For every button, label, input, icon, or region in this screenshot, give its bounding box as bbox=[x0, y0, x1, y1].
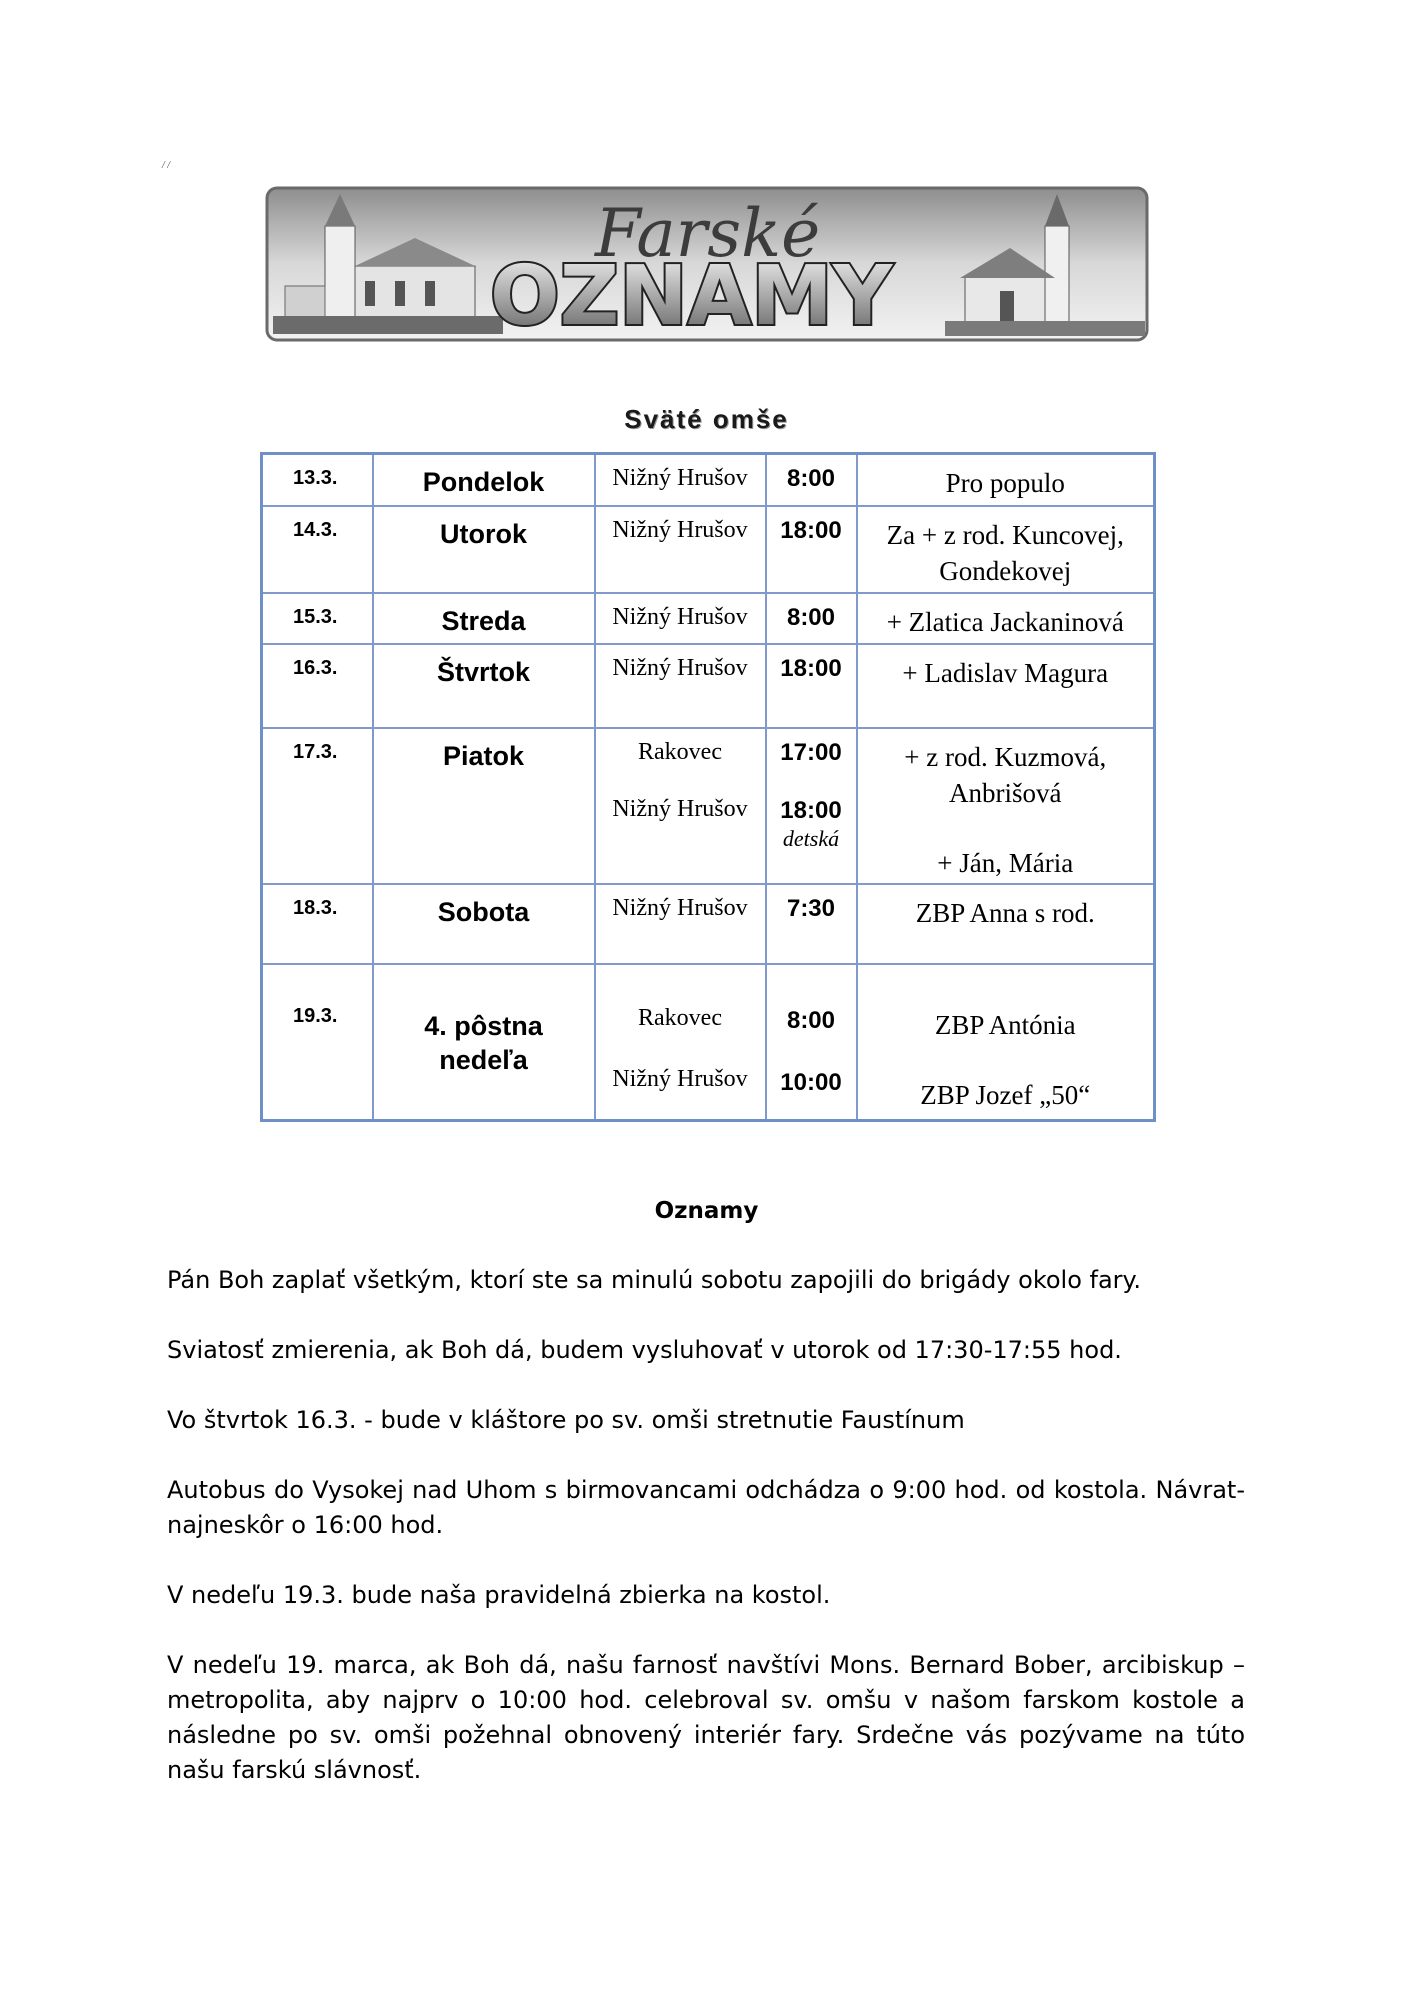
intention-line: ZBP Antónia bbox=[934, 1009, 1076, 1040]
time-cell: 18:00 bbox=[766, 644, 857, 728]
table-row bbox=[262, 593, 1155, 644]
time-line: 18:00 bbox=[780, 796, 842, 824]
time-cell: 8:00 bbox=[766, 454, 857, 506]
announcement-item: Pán Boh zaplať všetkým, ktorí ste sa minulú sobotu zapojili do brigády okolo fary. bbox=[167, 1266, 1141, 1294]
time-cell bbox=[766, 964, 857, 1121]
corner-mark: / / bbox=[162, 160, 171, 171]
date-cell: 16.3. bbox=[262, 644, 373, 728]
table-row bbox=[262, 728, 1155, 884]
intention-cell: Pro populo bbox=[857, 454, 1155, 506]
table-row bbox=[262, 454, 1155, 506]
intention-cell: ZBP Anna s rod. bbox=[857, 884, 1155, 964]
mass-schedule-table bbox=[260, 452, 1156, 1122]
place-cell: Nižný Hrušov bbox=[595, 884, 766, 964]
place-cell bbox=[595, 964, 766, 1121]
announcement-item: Sviatosť zmierenia, ak Boh dá, budem vysluhovať v utorok od 17:30-17:55 hod. bbox=[167, 1336, 1122, 1364]
time-cell: 7:30 bbox=[766, 884, 857, 964]
date-cell: 14.3. bbox=[262, 506, 373, 593]
place-line: Rakovec bbox=[638, 738, 722, 765]
day-cell: Utorok bbox=[373, 506, 595, 593]
time-note: detská bbox=[782, 825, 840, 851]
day-cell: Piatok bbox=[373, 728, 595, 884]
time-cell: 8:00 bbox=[766, 593, 857, 644]
intention-line: + Ján, Mária bbox=[937, 847, 1074, 878]
intention-line: + z rod. Kuzmová, Anbrišová bbox=[904, 741, 1107, 808]
announcement-item: Autobus do Vysokej nad Uhom s birmovancami odchádza o 9:00 hod. od kostola. Návrat- najneskôr o 16:00 hod. bbox=[167, 1476, 1245, 1539]
place-line: Rakovec bbox=[638, 1004, 722, 1031]
time-line: 10:00 bbox=[780, 1068, 842, 1096]
announcement-item: V nedeľu 19.3. bude naša pravidelná zbierka na kostol. bbox=[167, 1581, 831, 1609]
date-cell: 19.3. bbox=[262, 964, 373, 1121]
time-cell: 18:00 bbox=[766, 506, 857, 593]
farske-oznamy-banner bbox=[265, 186, 1149, 342]
day-cell: Sobota bbox=[373, 884, 595, 964]
place-cell: Nižný Hrušov bbox=[595, 593, 766, 644]
place-cell: Nižný Hrušov bbox=[595, 644, 766, 728]
table-row bbox=[262, 506, 1155, 593]
date-cell: 15.3. bbox=[262, 593, 373, 644]
time-cell bbox=[766, 728, 857, 884]
banner-script-text: Farské bbox=[595, 195, 821, 272]
banner-block-text: OZNAMY bbox=[490, 249, 893, 342]
table-row bbox=[262, 884, 1155, 964]
intention-cell: + Ladislav Magura bbox=[857, 644, 1155, 728]
table-row bbox=[262, 644, 1155, 728]
table-row bbox=[262, 964, 1155, 1121]
date-cell: 18.3. bbox=[262, 884, 373, 964]
schedule-title: Sväté omše bbox=[624, 404, 789, 434]
time-line: 17:00 bbox=[780, 738, 842, 766]
day-cell: Streda bbox=[373, 593, 595, 644]
announcement-item: V nedeľu 19. marca, ak Boh dá, našu farnosť navštívi Mons. Bernard Bober, arcibiskup – metropolita, aby najprv o 10:00 hod. celebroval sv. omšu v našom farskom kostole a následne po sv. omši požehnal obnovený interiér fary. Srdečne vás pozývame na túto našu farskú slávnosť. bbox=[167, 1651, 1245, 1784]
date-cell: 17.3. bbox=[262, 728, 373, 884]
place-line: Nižný Hrušov bbox=[612, 795, 748, 822]
day-cell: Štvrtok bbox=[373, 644, 595, 728]
place-cell bbox=[595, 728, 766, 884]
place-cell: Nižný Hrušov bbox=[595, 506, 766, 593]
intention-line: ZBP Jozef „50“ bbox=[920, 1079, 1091, 1110]
day-cell: 4. pôstna nedeľa bbox=[373, 964, 595, 1121]
date-cell: 13.3. bbox=[262, 454, 373, 506]
place-cell: Nižný Hrušov bbox=[595, 454, 766, 506]
day-cell: Pondelok bbox=[373, 454, 595, 506]
place-line: Nižný Hrušov bbox=[612, 1065, 748, 1092]
announcements-title: Oznamy bbox=[654, 1198, 759, 1224]
intention-cell bbox=[857, 728, 1155, 884]
time-line: 8:00 bbox=[786, 1006, 836, 1034]
intention-cell bbox=[857, 964, 1155, 1121]
intention-cell: + Zlatica Jackaninová bbox=[857, 593, 1155, 644]
announcement-item: Vo štvrtok 16.3. - bude v kláštore po sv. omši stretnutie Faustínum bbox=[167, 1406, 965, 1434]
intention-cell: Za + z rod. Kuncovej, Gondekovej bbox=[857, 506, 1155, 593]
